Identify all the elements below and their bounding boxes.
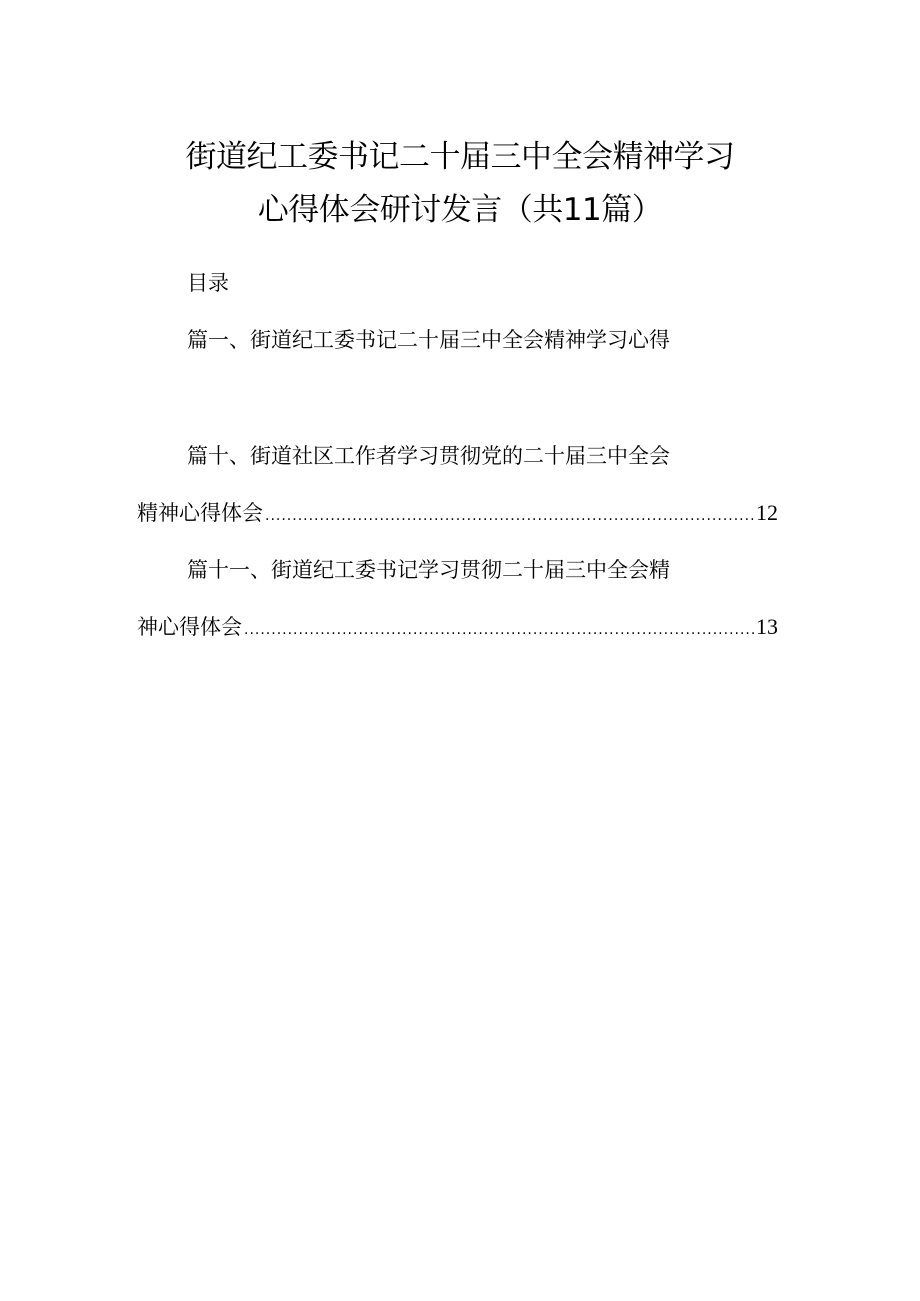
toc-entry-10-text: 精神心得体会 xyxy=(137,501,263,525)
toc-entry-10-line-2[interactable] xyxy=(137,498,778,531)
toc-entry-11-text: 神心得体会 xyxy=(137,615,242,639)
toc-entry-11-page-number: 13 xyxy=(756,614,778,639)
document-title-line-1: 街道纪工委书记二十届三中全会精神学习 xyxy=(185,139,735,175)
toc-entry-11-line-1[interactable]: 篇十一、街道纪工委书记学习贯彻二十届三中全会精 xyxy=(187,558,670,582)
toc-entry-10-line-1[interactable]: 篇十、街道社区工作者学习贯彻党的二十届三中全会 xyxy=(187,444,670,468)
dot-leader xyxy=(244,615,754,645)
toc-entry-1[interactable]: 篇一、街道纪工委书记二十届三中全会精神学习心得 xyxy=(187,328,670,352)
toc-heading: 目录 xyxy=(187,271,229,295)
toc-entry-11-line-2[interactable] xyxy=(137,612,778,645)
document-title-line-2: 心得体会研讨发言（共11篇） xyxy=(257,192,663,228)
dot-leader xyxy=(265,501,754,531)
toc-entry-10-page-number: 12 xyxy=(756,500,778,525)
